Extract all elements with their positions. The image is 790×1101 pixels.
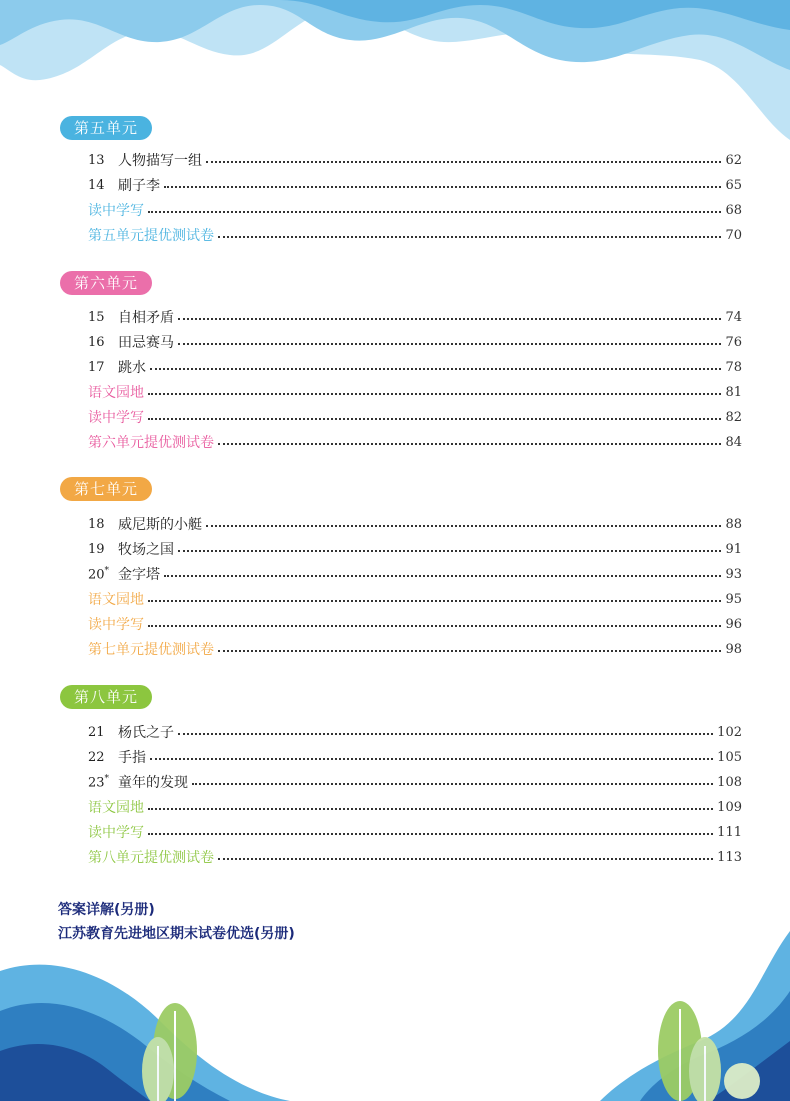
page-number: 68 bbox=[725, 202, 742, 218]
lesson-number: 15 bbox=[88, 309, 105, 325]
page-number: 105 bbox=[717, 749, 742, 765]
page-number: 95 bbox=[725, 591, 742, 607]
entry-title: 童年的发现 bbox=[118, 775, 188, 791]
leader-dots bbox=[206, 525, 721, 527]
page-number: 81 bbox=[725, 384, 742, 400]
toc-entry[interactable] bbox=[88, 223, 742, 247]
toc-entry[interactable] bbox=[88, 198, 742, 222]
page-number: 78 bbox=[725, 359, 742, 375]
toc-entry[interactable] bbox=[88, 795, 742, 819]
lesson-number: 13 bbox=[88, 152, 105, 168]
toc-entry[interactable] bbox=[88, 820, 742, 844]
lesson-number: 17 bbox=[88, 359, 105, 375]
entry-title: 第八单元提优测试卷 bbox=[88, 850, 214, 866]
page-number: 74 bbox=[725, 309, 742, 325]
exam-collection-entry[interactable]: 江苏教育先进地区期末试卷优选(另册) bbox=[58, 926, 295, 942]
entry-title: 读中学写 bbox=[88, 825, 144, 841]
toc-entry[interactable] bbox=[88, 537, 742, 561]
toc-entry[interactable] bbox=[88, 637, 742, 661]
page-number: 88 bbox=[725, 516, 742, 532]
toc-entry[interactable] bbox=[88, 845, 742, 869]
entry-title: 自相矛盾 bbox=[118, 310, 174, 326]
leader-dots bbox=[178, 733, 713, 735]
leader-dots bbox=[218, 858, 713, 860]
lesson-number: 16 bbox=[88, 334, 105, 350]
lesson-number: 20* bbox=[88, 565, 110, 583]
leader-dots bbox=[150, 758, 713, 760]
unit-title-badge: 第五单元 bbox=[60, 116, 152, 140]
page-number: 108 bbox=[717, 774, 742, 790]
leader-dots bbox=[148, 625, 721, 627]
page-number: 98 bbox=[725, 641, 742, 657]
entry-title: 第七单元提优测试卷 bbox=[88, 642, 214, 658]
entry-title: 读中学写 bbox=[88, 410, 144, 426]
leader-dots bbox=[164, 575, 721, 577]
unit-title-badge: 第八单元 bbox=[60, 685, 152, 709]
page-number: 109 bbox=[717, 799, 742, 815]
unit-section bbox=[60, 116, 740, 256]
toc-entry[interactable] bbox=[88, 430, 742, 454]
leader-dots bbox=[192, 783, 713, 785]
leader-dots bbox=[148, 833, 713, 835]
page-number: 113 bbox=[717, 849, 742, 865]
entry-title: 读中学写 bbox=[88, 203, 144, 219]
page-number: 102 bbox=[717, 724, 742, 740]
entry-title: 第五单元提优测试卷 bbox=[88, 228, 214, 244]
entry-title: 田忌赛马 bbox=[118, 335, 174, 351]
toc-entry[interactable] bbox=[88, 380, 742, 404]
leader-dots bbox=[178, 550, 721, 552]
leader-dots bbox=[218, 443, 721, 445]
toc-entry[interactable] bbox=[88, 612, 742, 636]
page-number: 82 bbox=[725, 409, 742, 425]
toc-entry[interactable] bbox=[88, 355, 742, 379]
entry-title: 语文园地 bbox=[88, 385, 144, 401]
toc-entry[interactable] bbox=[88, 173, 742, 197]
page-number: 93 bbox=[725, 566, 742, 582]
entry-title: 读中学写 bbox=[88, 617, 144, 633]
page-number: 84 bbox=[725, 434, 742, 450]
leader-dots bbox=[148, 393, 721, 395]
unit-title-badge: 第七单元 bbox=[60, 477, 152, 501]
toc-entry[interactable] bbox=[88, 587, 742, 611]
leader-dots bbox=[206, 161, 721, 163]
lesson-number: 14 bbox=[88, 177, 105, 193]
entry-title: 金字塔 bbox=[118, 567, 160, 583]
entry-title: 人物描写一组 bbox=[118, 153, 202, 169]
page-number: 91 bbox=[725, 541, 742, 557]
entry-title: 杨氏之子 bbox=[118, 725, 174, 741]
page-number: 76 bbox=[725, 334, 742, 350]
toc-entry[interactable] bbox=[88, 405, 742, 429]
lesson-number: 22 bbox=[88, 749, 105, 765]
lesson-number: 21 bbox=[88, 724, 105, 740]
entry-title: 跳水 bbox=[118, 360, 146, 376]
leader-dots bbox=[178, 318, 721, 320]
answer-key-entry[interactable]: 答案详解(另册) bbox=[58, 902, 155, 918]
toc-entry[interactable] bbox=[88, 330, 742, 354]
page-number: 65 bbox=[725, 177, 742, 193]
leader-dots bbox=[218, 650, 721, 652]
toc-entry[interactable] bbox=[88, 305, 742, 329]
leader-dots bbox=[164, 186, 721, 188]
unit-section bbox=[60, 685, 740, 875]
entry-title: 语文园地 bbox=[88, 592, 144, 608]
toc-entry[interactable] bbox=[88, 770, 742, 794]
entry-title: 第六单元提优测试卷 bbox=[88, 435, 214, 451]
leader-dots bbox=[148, 600, 721, 602]
page-number: 62 bbox=[725, 152, 742, 168]
page-number: 111 bbox=[717, 824, 742, 840]
leader-dots bbox=[218, 236, 721, 238]
leader-dots bbox=[148, 211, 721, 213]
toc-entry[interactable] bbox=[88, 562, 742, 586]
entry-title: 威尼斯的小艇 bbox=[118, 517, 202, 533]
toc-entry[interactable] bbox=[88, 745, 742, 769]
toc-entry[interactable] bbox=[88, 512, 742, 536]
leader-dots bbox=[148, 418, 721, 420]
optional-lesson-mark: * bbox=[104, 773, 110, 784]
toc-entry[interactable] bbox=[88, 720, 742, 744]
lesson-number: 18 bbox=[88, 516, 105, 532]
page-number: 96 bbox=[725, 616, 742, 632]
entry-title: 手指 bbox=[118, 750, 146, 766]
page-number: 70 bbox=[725, 227, 742, 243]
toc-entry[interactable] bbox=[88, 148, 742, 172]
lesson-number: 23* bbox=[88, 773, 110, 791]
entry-title: 语文园地 bbox=[88, 800, 144, 816]
lesson-number: 19 bbox=[88, 541, 105, 557]
unit-section bbox=[60, 271, 740, 461]
entry-title: 牧场之国 bbox=[118, 542, 174, 558]
leader-dots bbox=[148, 808, 713, 810]
entry-title: 刷子李 bbox=[118, 178, 160, 194]
footer-hills-decoration bbox=[0, 931, 790, 1101]
leader-dots bbox=[178, 343, 721, 345]
optional-lesson-mark: * bbox=[104, 565, 110, 576]
unit-title-badge: 第六单元 bbox=[60, 271, 152, 295]
leader-dots bbox=[150, 368, 721, 370]
unit-section bbox=[60, 477, 740, 667]
supplementary-list bbox=[58, 898, 295, 946]
